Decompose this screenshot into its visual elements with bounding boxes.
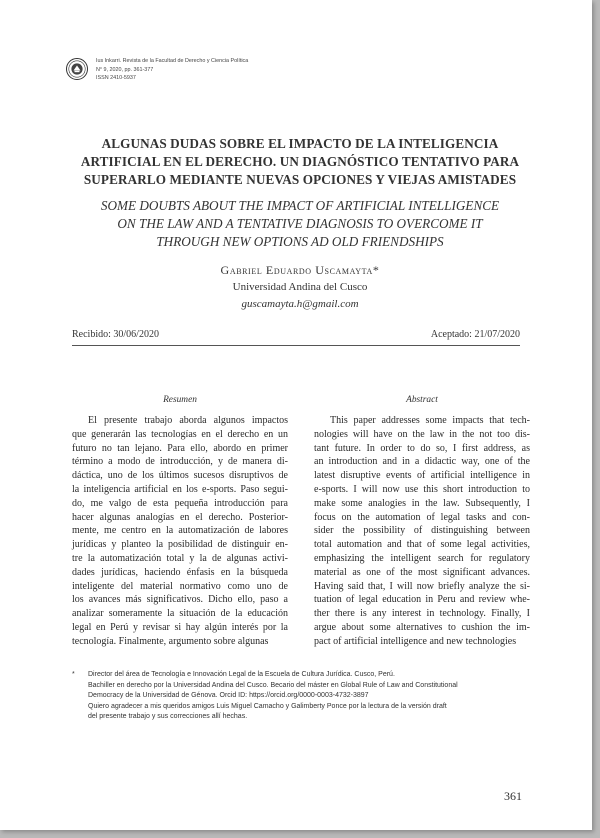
footnote-line: Quiero agradecer a mis queridos amigos Luis Miguel Camacho y Galimberty Ponce por la lectura de la versión draft (88, 702, 447, 710)
journal-issn: ISSN 2410-5937 (96, 75, 136, 82)
journal-name: Ius Inkarri. Revista de la Facultad de Derecho y Ciencia Política (96, 58, 249, 64)
abstract-line: Having said that, I will now briefly analyze the si- (314, 580, 530, 592)
author-name: Gabriel Eduardo Uscamayta* (220, 263, 380, 277)
page-number: 361 (504, 789, 522, 803)
journal-info (96, 57, 248, 83)
abstract-line: make some analogies in the law. Subsequently, I (314, 497, 530, 509)
abstract-line: total automation and that of some legal activities, (314, 539, 530, 551)
abstract-line: latest disruptive events of artificial intelligence in (314, 470, 530, 482)
abstract-line: pact of artificial intelligence and new technologies (314, 635, 517, 647)
abstract-line: tuation of legal education in Peru and review whe- (314, 594, 530, 606)
abstract-line: e-sports. I will now use this short introduction to (314, 483, 530, 495)
footnote-line: Director del área de Tecnología e Innovación Legal de la Escuela de Cultura Jurídica. Cusco, Perú. (88, 671, 395, 678)
resumen-line: do, me valgo de esta pequeña introducción para (72, 497, 288, 509)
resumen-line: dáctica, uno de los últimos sucesos disruptivos de (72, 470, 288, 482)
resumen-line: futuro no tan lejano. Para ello, abordo en primer (72, 442, 288, 454)
abstract-line: tant future. In order to do so, I first address, as (314, 442, 530, 454)
resumen-line: inteligente del material normativo como uno de (72, 580, 288, 592)
university-seal-icon (66, 58, 88, 80)
resumen-body (72, 414, 288, 649)
resumen-line: analizar someramente la situación de la educación (72, 608, 288, 620)
resumen-line: hacer algunas analogías en el derecho. Posterior- (72, 511, 288, 523)
title-spanish-line: SUPERARLO MEDIANTE NUEVAS OPCIONES Y VIEJAS AMISTADES (83, 172, 517, 187)
author-email: guscamayta.h@gmail.com (241, 298, 359, 310)
abstract-line: argue about some alternatives to cushion the im- (314, 621, 530, 633)
accepted-date: Aceptado: 21/07/2020 (430, 329, 520, 340)
title-english (60, 197, 540, 251)
footnote-line: Bachiller en derecho por la Universidad Andina del Cusco. Becario del máster en Global Rule of Law and Constitutional (88, 681, 458, 689)
resumen-line: legal en Perú y revisar si hay algún interés por la (72, 621, 288, 633)
resumen-line: que generarán las tecnologías en el derecho en un (72, 428, 288, 440)
abstract-line: sider the possibility of distinguishing between (314, 525, 530, 537)
footnote-mark: * (72, 671, 75, 678)
abstract-heading: Abstract (406, 395, 438, 405)
resumen-line: tre la automatización total y la de algunas activi- (72, 552, 288, 564)
resumen-line: la inteligencia artificial en los e-sports. Paso segui- (72, 483, 288, 495)
title-english-line: SOME DOUBTS ABOUT THE IMPACT OF ARTIFICIAL INTELLIGENCE (100, 198, 500, 213)
abstract-line: nologies will have on the law in the not too dis- (314, 428, 530, 440)
resumen-line: tecnología. Finalmente, argumento sobre algunas (72, 635, 269, 647)
abstract-body (314, 414, 530, 649)
resumen-line: dades jurídicas, haciendo énfasis en la búsqueda (72, 566, 288, 578)
abstract-line: This paper addresses some impacts that tech- (330, 415, 530, 426)
footnote-body (88, 670, 520, 723)
abstract-line: focus on the automation of legal tasks and con- (314, 511, 530, 523)
resumen-line: mente, me centro en la automatización de labores (72, 525, 288, 537)
footnote-line: del presente trabajo y sus correcciones allí hechas. (88, 713, 248, 721)
title-english-line: ON THE LAW AND A TENTATIVE DIAGNOSIS TO OVERCOME IT (117, 216, 483, 231)
title-spanish-line: ALGUNAS DUDAS SOBRE EL IMPACTO DE LA INTELIGENCIA (101, 136, 499, 151)
resumen-line: jurídicas y planteo la posibilidad de distinguir en- (72, 539, 288, 551)
title-spanish (60, 135, 540, 189)
title-english-line: THROUGH NEW OPTIONS AD OLD FRIENDSHIPS (156, 234, 444, 249)
divider (72, 345, 520, 346)
received-date: Recibido: 30/06/2020 (72, 329, 159, 340)
resumen-line: El presente trabajo aborda algunos impactos (88, 415, 288, 426)
journal-issue: N° 9, 2020, pp. 361-377 (96, 66, 154, 73)
abstract-line: material as one of the most significant advances. (314, 566, 530, 578)
resumen-line: término a modo de introducción, y de manera di- (72, 456, 288, 468)
abstract-line: an introduction and in a didactic way, one of the (314, 456, 530, 468)
resumen-line: los avances más significativos. Dicho ello, paso a (72, 594, 288, 606)
footnote-line: Democracy de la Universidad de Génova. Orcid ID: https://orcid.org/0000-0003-4732-3897 (88, 692, 369, 700)
abstract-line: emphasizing the intelligent search for regulatory (314, 552, 530, 564)
title-spanish-line: ARTIFICIAL EN EL DERECHO. UN DIAGNÓSTICO TENTATIVO PARA (80, 154, 520, 169)
resumen-heading: Resumen (163, 395, 197, 405)
abstract-line: ther there is any interest in technology. Finally, I (314, 608, 530, 620)
author-affiliation: Universidad Andina del Cusco (232, 281, 368, 293)
